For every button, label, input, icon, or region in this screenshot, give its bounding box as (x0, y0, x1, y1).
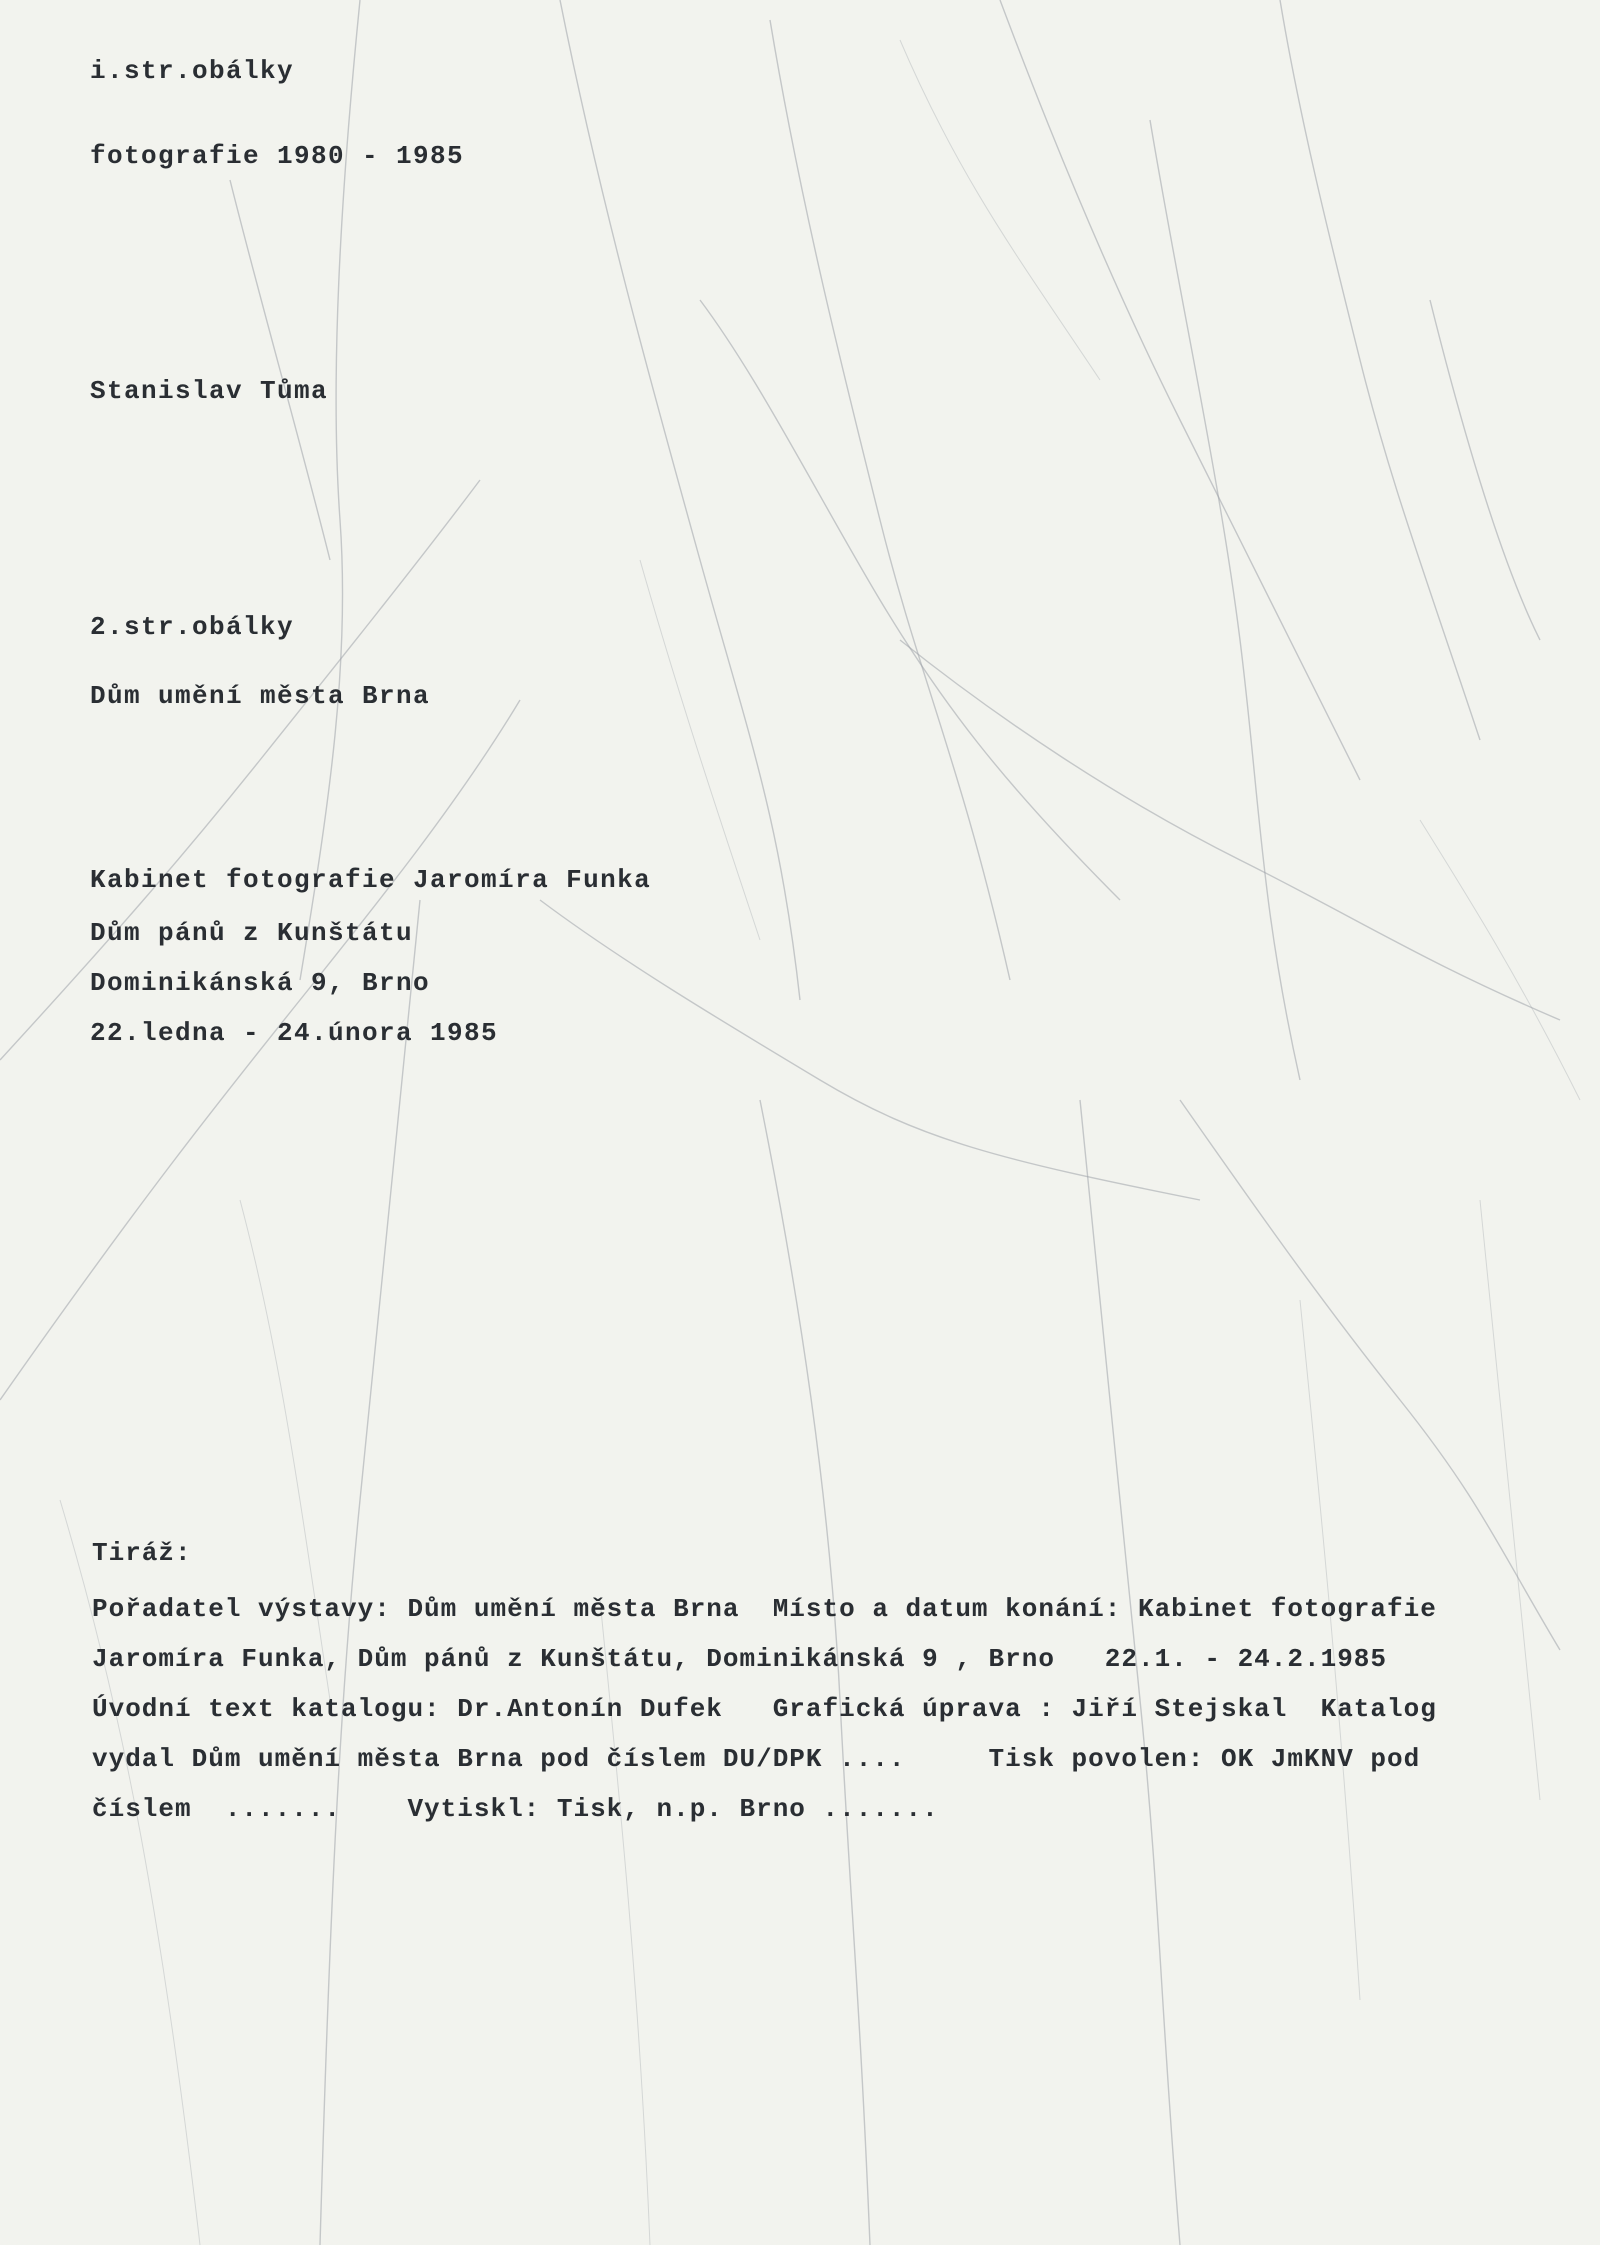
venue-building: Dům pánů z Kunštátu (90, 918, 414, 948)
colophon-line: Úvodní text katalogu: Dr.Antonín Dufek Grafická úprava : Jiří Stejskal Katalog (92, 1694, 1437, 1724)
catalog-title: fotografie 1980 - 1985 (90, 141, 465, 171)
cover-page-2-label: 2.str.obálky (90, 612, 295, 642)
cover-page-1-label: i.str.obálky (90, 56, 295, 86)
colophon-heading: Tiráž: (92, 1538, 192, 1568)
publisher-name: Dům umění města Brna (90, 681, 431, 711)
author-name: Stanislav Tůma (90, 376, 329, 406)
exhibition-dates: 22.ledna - 24.února 1985 (90, 1018, 499, 1048)
venue-name: Kabinet fotografie Jaromíra Funka (90, 865, 652, 895)
colophon-line: vydal Dům umění města Brna pod číslem DU/DPK .... Tisk povolen: OK JmKNV pod (92, 1744, 1421, 1774)
colophon-line: Pořadatel výstavy: Dům umění města Brna Místo a datum konání: Kabinet fotografie (92, 1594, 1437, 1624)
colophon-line: číslem ....... Vytiskl: Tisk, n.p. Brno ....... (92, 1794, 939, 1824)
venue-address: Dominikánská 9, Brno (90, 968, 431, 998)
colophon-line: Jaromíra Funka, Dům pánů z Kunštátu, Dominikánská 9 , Brno 22.1. - 24.2.1985 (92, 1644, 1387, 1674)
